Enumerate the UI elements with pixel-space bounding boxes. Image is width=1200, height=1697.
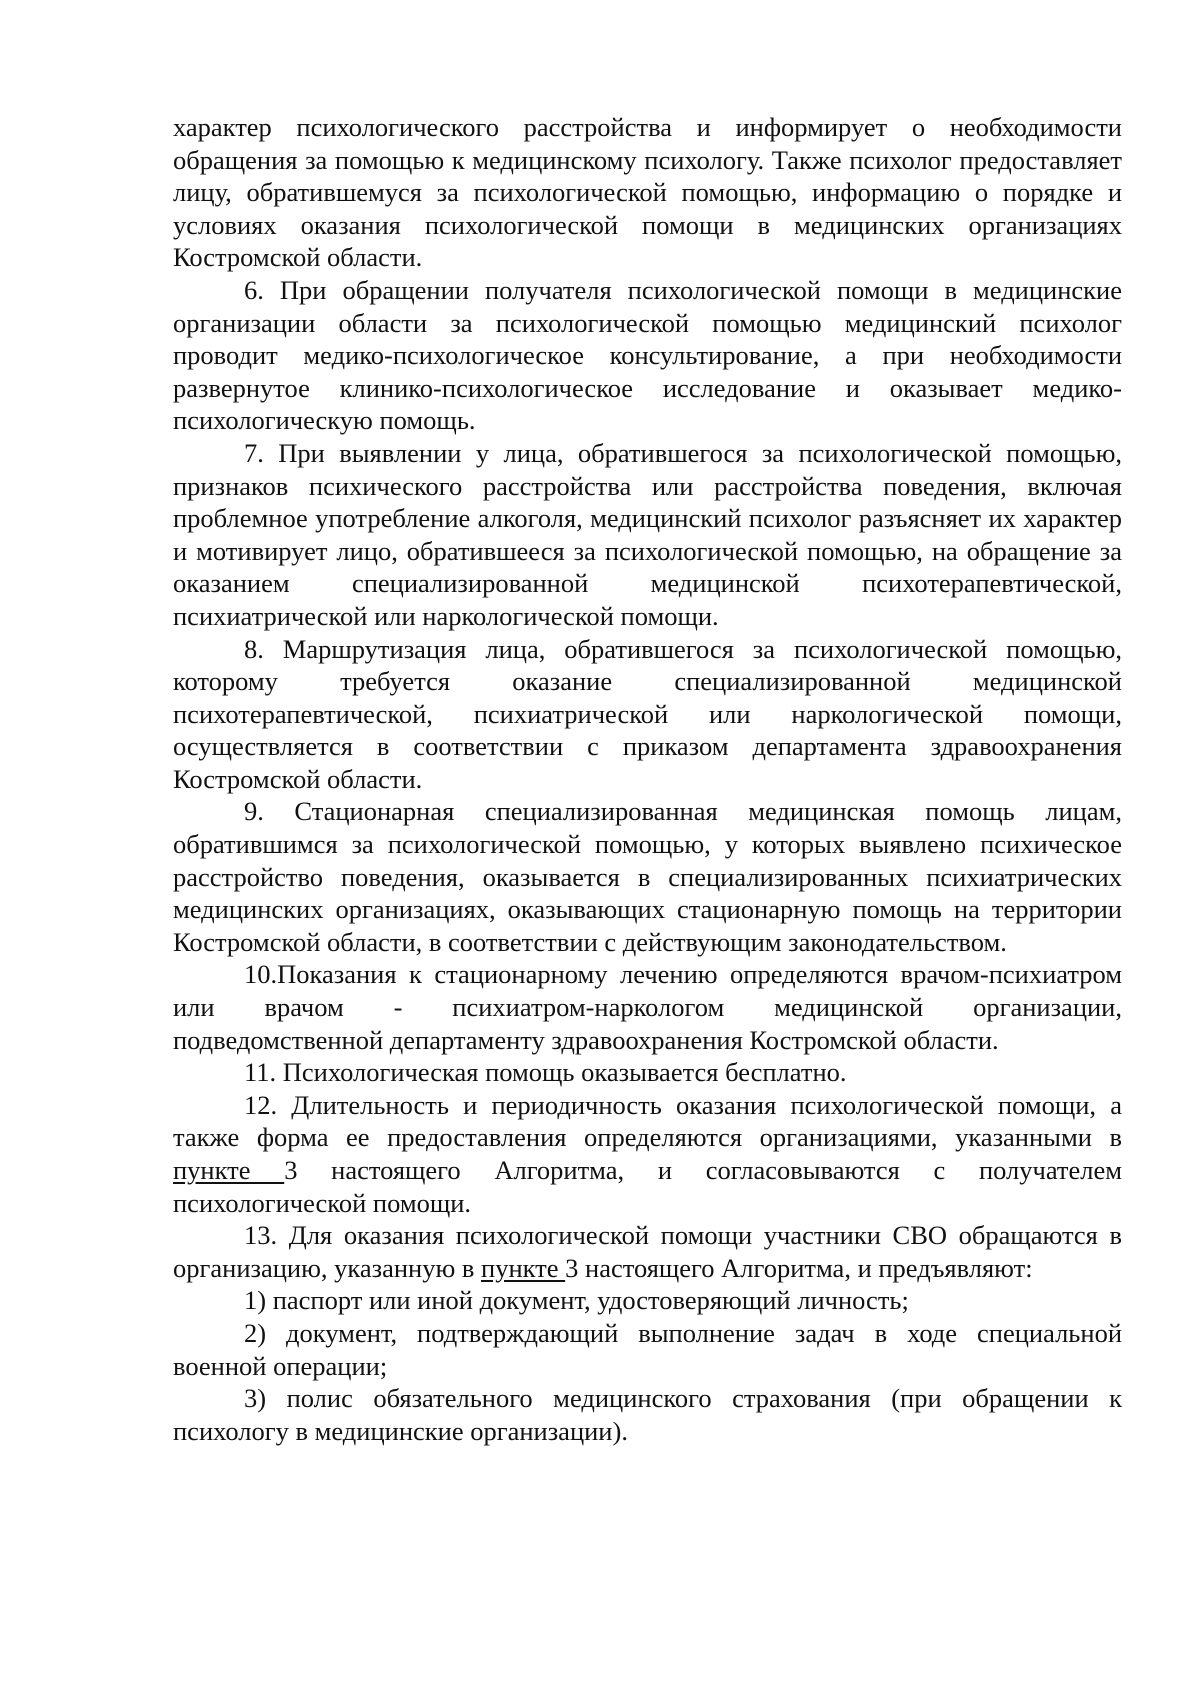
paragraph-item-9: 9. Стационарная специализированная медицинская помощь лицам, обратившимся за психологической помощью, у которых выявлено психическое расстройство поведения, оказывается в специализированных психиатрических медицинских организациях, оказывающих стационарную помощь на территории Костромской области, в соответствии с действующим законодательством. <box>173 796 1122 957</box>
paragraph-12-text-end: 3 настоящего Алгоритма, и согласовываются с получателем психологической помощи. <box>173 1155 1123 1218</box>
list-item-insurance-policy: 3) полис обязательного медицинского страхования (при обращении к психологу в медицинские организации). <box>173 1383 1122 1446</box>
paragraph-item-11: 11. Психологическая помощь оказывается бесплатно. <box>244 1057 847 1088</box>
document-page <box>173 111 1122 1447</box>
clause-3-link[interactable]: пункте <box>481 1252 566 1283</box>
clause-3-link[interactable]: пункте <box>173 1155 285 1185</box>
paragraph-item-13 <box>173 1219 1122 1284</box>
paragraph-13-text-end: 3 настоящего Алгоритма, и предъявляют: <box>565 1252 1033 1283</box>
paragraph-item-7: 7. При выявлении у лица, обратившегося за психологической помощью, признаков психического расстройства или расстройства поведения, включая проблемное употребление алкоголя, медицинский психолог разъясняет их характер и мотивирует лицо, обратившееся за психологической помощью, на обращение за оказанием специализированной медицинской психотерапевтической, психиатрической или наркологической помощи. <box>173 437 1122 631</box>
paragraph-item-10: 10.Показания к стационарному лечению определяются врачом-психиатром или врачом - психиатром-наркологом медицинской организации, подведомственной департаменту здравоохранения Костромской области. <box>173 959 1122 1055</box>
paragraph-continuation: характер психологического расстройства и информирует о необходимости обращения за помощью к медицинскому психологу. Также психолог предоставляет лицу, обратившемуся за психологической помощью, информацию о порядке и условиях оказания психологической помощи в медицинских организациях Костромской области. <box>173 112 1122 273</box>
paragraph-item-8: 8. Маршрутизация лица, обратившегося за психологической помощью, которому требуется оказание специализированной медицинской психотерапевтической, психиатрической или наркологической помощи, осуществляется в соответствии с приказом департамента здравоохранения Костромской области. <box>173 633 1122 794</box>
paragraph-12-text-start: 12. Длительность и периодичность оказания психологической помощи, а также форма ее предоставления определяются организациями, указанными в <box>173 1089 1122 1153</box>
paragraph-13-text-start: 13. Для оказания психологической помощи участники СВО обращаются в организацию, указанную в <box>173 1220 1122 1283</box>
paragraph-item-12 <box>173 1089 1122 1219</box>
list-item-passport: 1) паспорт или иной документ, удостоверяющий личность; <box>244 1285 909 1316</box>
paragraph-item-6: 6. При обращении получателя психологической помощи в медицинские организации области за психологической помощью медицинский психолог проводит медико-психологическое консультирование, а при необходимости развернутое клинико-психологическое исследование и оказывает медико-психологическую помощь. <box>173 274 1122 436</box>
list-item-svo-document: 2) документ, подтверждающий выполнение задач в ходе специальной военной операции; <box>173 1317 1122 1381</box>
